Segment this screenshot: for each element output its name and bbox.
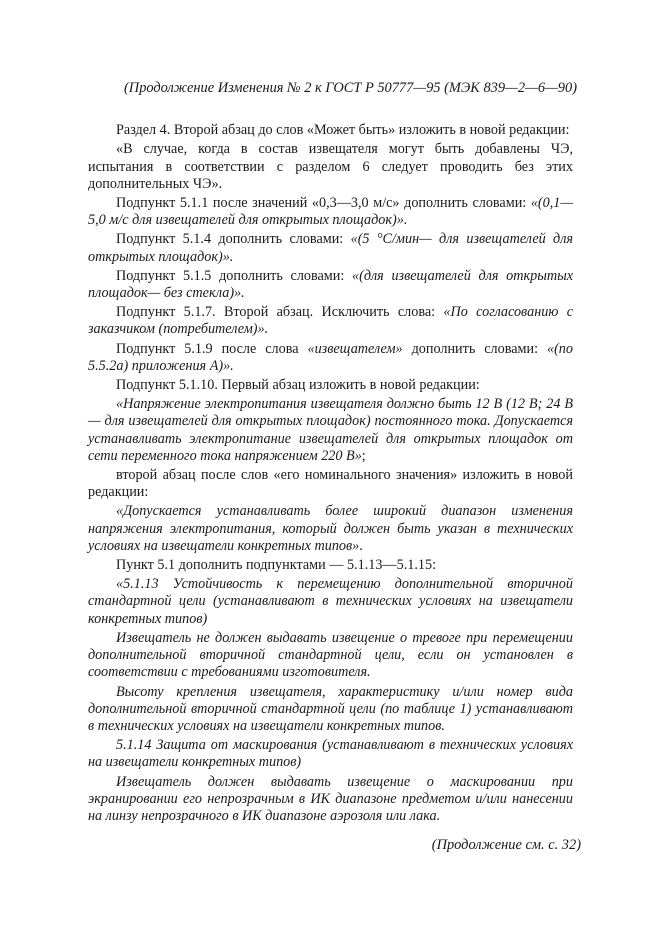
paragraph-17: Извещатель должен выдавать извещение о маскировании при экранировании его непрозрачным в ИК диапазоне предметом и/или нанесении на линзу непрозрачного в ИК диапазоне аэрозоля или лака. — [88, 773, 573, 824]
paragraph-12: Пункт 5.1 дополнить подпунктами — 5.1.13—5.1.15: — [116, 557, 437, 574]
paragraph-10: второй абзац после слов «его номинального значения» изложить в новой редакции: — [88, 467, 573, 501]
paragraph-6: Подпункт 5.1.7. Второй абзац. Исключить слова: «По согласованию с заказчиком (потребителем)». — [88, 304, 573, 338]
paragraph-4: Подпункт 5.1.4 дополнить словами: «(5 °С/мин— для извещателей для открытых площадок)». — [88, 231, 573, 265]
page-header: (Продолжение Изменения № 2 к ГОСТ Р 50777—95 (МЭК 839—2—6—90) — [124, 80, 577, 96]
paragraph-7: Подпункт 5.1.9 после слова «извещателем» дополнить словами: «(по 5.5.2а) приложения А)». — [88, 340, 573, 374]
document-body — [88, 122, 573, 825]
paragraph-14: Извещатель не должен выдавать извещение о тревоге при перемещении дополнительной вторичной стандартной цели, если он установлен в соответствии с требованиями изготовителя. — [88, 629, 573, 681]
page-footer: (Продолжение см. с. 32) — [431, 837, 581, 854]
paragraph-1: Раздел 4. Второй абзац до слов «Может быть» изложить в новой редакции: — [116, 122, 570, 139]
paragraph-9: «Напряжение электропитания извещателя должно быть 12 В (12 В; 24 В — для извещателей для открытых площадок) постоянного тока. Допускается устанавливать электропитание извещателей для открытых площадок от сети переменного тока напряжением 220 В»; — [88, 396, 573, 464]
paragraph-3: Подпункт 5.1.1 после значений «0,3—3,0 м/с» дополнить словами: «(0,1—5,0 м/с для извещателей для открытых площадок)». — [88, 195, 573, 229]
paragraph-16: 5.1.14 Защита от маскирования (устанавливают в технических условиях на извещатели конкретных типов) — [88, 737, 573, 771]
paragraph-8: Подпункт 5.1.10. Первый абзац изложить в новой редакции: — [116, 377, 480, 394]
paragraph-2: «В случае, когда в состав извещателя могут быть добавлены ЧЭ, испытания в соответствии с разделом 6 следует проводить без этих дополнительных ЧЭ». — [88, 141, 573, 192]
paragraph-11: «Допускается устанавливать более широкий диапазон изменения напряжения электропитания, который должен быть указан в технических условиях на извещатели конкретных типов». — [88, 503, 573, 554]
paragraph-5: Подпункт 5.1.5 дополнить словами: «(для извещателей для открытых площадок— без стекла)». — [88, 267, 573, 302]
paragraph-13: «5.1.13 Устойчивость к перемещению дополнительной вторичной стандартной цели (устанавливают в технических условиях на извещатели конкретных типов) — [88, 576, 573, 627]
paragraph-15: Высоту крепления извещателя, характеристику и/или номер вида дополнительной вторичной стандартной цели (по таблице 1) устанавливают в технических условиях на извещатели конкретных типов. — [88, 683, 573, 734]
